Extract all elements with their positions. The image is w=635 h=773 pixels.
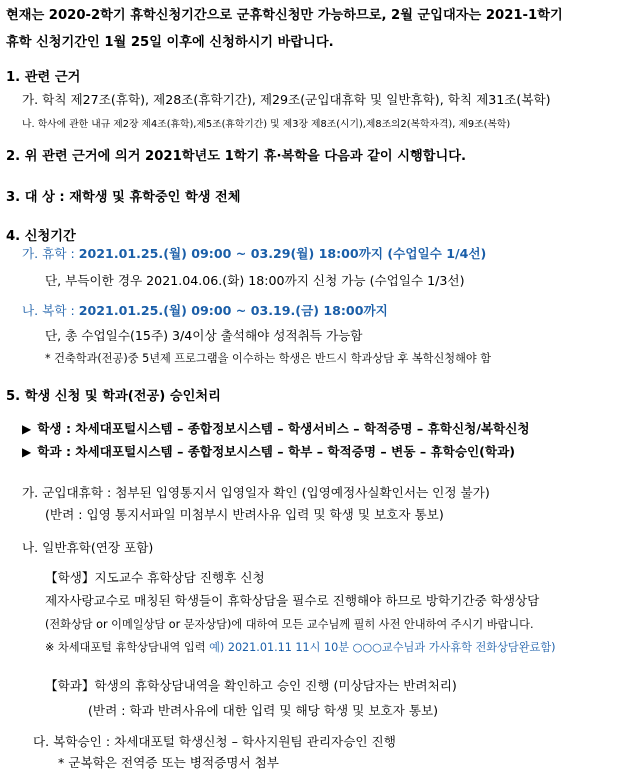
notice-line-2: 휴학 신청기간인 1월 25일 이후에 신청하시기 바랍니다. xyxy=(6,35,334,50)
portal-note-prefix: ※ 차세대포털 휴학상담내역 입력 xyxy=(45,641,210,654)
general-leave-heading: 나. 일반휴학(연장 포함) xyxy=(22,540,154,555)
path-student: 학생 : 차세대포털시스템 – 종합정보시스템 – 학생서비스 – 학적증명 – 휴학신청/복학신청 xyxy=(37,421,530,436)
dept-step: 【학과】학생의 휴학상담내역을 확인하고 승인 진행 (미상담자는 반려처리) xyxy=(45,678,457,693)
leave-period-row xyxy=(22,248,486,261)
section-1-item-na: 나. 학사에 관한 내규 제2장 제4조(휴학),제5조(휴학기간) 및 제3장 제8조(시기),제8조의2(복학자격), 제9조(복학) xyxy=(22,119,511,130)
path-dept-row xyxy=(22,446,515,459)
return-period: 2021.01.25.(월) 09:00 ~ 03.19.(금) 18:00까지 xyxy=(78,303,388,318)
section-4-heading: 4. 신청기간 xyxy=(6,229,76,244)
military-leave-line-1: 가. 군입대휴학 : 첨부된 입영통지서 입영일자 확인 (입영예정사실확인서는 인정 불가) xyxy=(22,485,490,500)
dept-reject: (반려 : 학과 반려사유에 대한 입력 및 해당 학생 및 보호자 통보) xyxy=(88,703,439,718)
return-architecture-note: * 건축학과(전공)중 5년제 프로그램을 이수하는 학생은 반드시 학과상담 후 복학신청해야 함 xyxy=(45,352,492,365)
leave-exception: 단, 부득이한 경우 2021.04.06.(화) 18:00까지 신청 가능 (수업일수 1/3선) xyxy=(45,273,465,288)
return-approval: 다. 복학승인 : 차세대포털 학생신청 – 학사지원팀 관리자승인 진행 xyxy=(33,734,396,749)
return-label: 나. 복학 : xyxy=(22,303,79,318)
return-condition: 단, 총 수업일수(15주) 3/4이상 출석해야 성적취득 가능함 xyxy=(45,328,363,343)
portal-note-example: 예) 2021.01.11 11시 10분 ○○○교수님과 가사휴학 전화상담완료함) xyxy=(209,641,556,654)
leave-period: 2021.01.25.(월) 09:00 ~ 03.29(월) 18:00까지 xyxy=(78,246,384,261)
section-2-heading: 2. 위 관련 근거에 의거 2021학년도 1학기 휴·복학을 다음과 같이 시행합니다. xyxy=(6,149,466,164)
portal-note-row xyxy=(45,642,556,653)
notice-line-1: 현재는 2020-2학기 휴학신청기간으로 군휴학신청만 가능하므로, 2월 군입대자는 2021-1학기 xyxy=(6,8,563,23)
triangle-bullet-icon: ▶ xyxy=(22,422,32,436)
section-1-item-ga: 가. 학칙 제27조(휴학), 제28조(휴학기간), 제29조(군입대휴학 및 일반휴학), 학칙 제31조(복학) xyxy=(22,92,551,107)
triangle-bullet-icon: ▶ xyxy=(22,445,32,459)
section-3-heading: 3. 대 상 : 재학생 및 휴학중인 학생 전체 xyxy=(6,190,241,205)
return-military-note: * 군복학은 전역증 또는 병적증명서 첨부 xyxy=(58,755,279,770)
section-5-heading: 5. 학생 신청 및 학과(전공) 승인처리 xyxy=(6,389,221,404)
leave-note: (수업일수 1/4선) xyxy=(383,246,487,261)
student-desc-2: (전화상담 or 이메일상담 or 문자상담)에 대하여 모든 교수님께 필히 사전 안내하여 주시기 바랍니다. xyxy=(45,618,534,631)
return-period-row xyxy=(22,305,388,318)
section-1-heading: 1. 관련 근거 xyxy=(6,70,81,85)
path-dept: 학과 : 차세대포털시스템 – 종합정보시스템 – 학부 – 학적증명 – 변동 – 휴학승인(학과) xyxy=(37,444,516,459)
student-step: 【학생】지도교수 휴학상담 진행후 신청 xyxy=(45,570,265,585)
path-student-row xyxy=(22,423,530,436)
military-leave-line-2: (반려 : 입영 통지서파일 미첨부시 반려사유 입력 및 학생 및 보호자 통보) xyxy=(45,507,444,522)
leave-label: 가. 휴학 : xyxy=(22,246,79,261)
student-desc-1: 제자사랑교수로 매칭된 학생들이 휴학상담을 필수로 진행해야 하므로 방학기간중 학생상담 xyxy=(45,593,540,608)
